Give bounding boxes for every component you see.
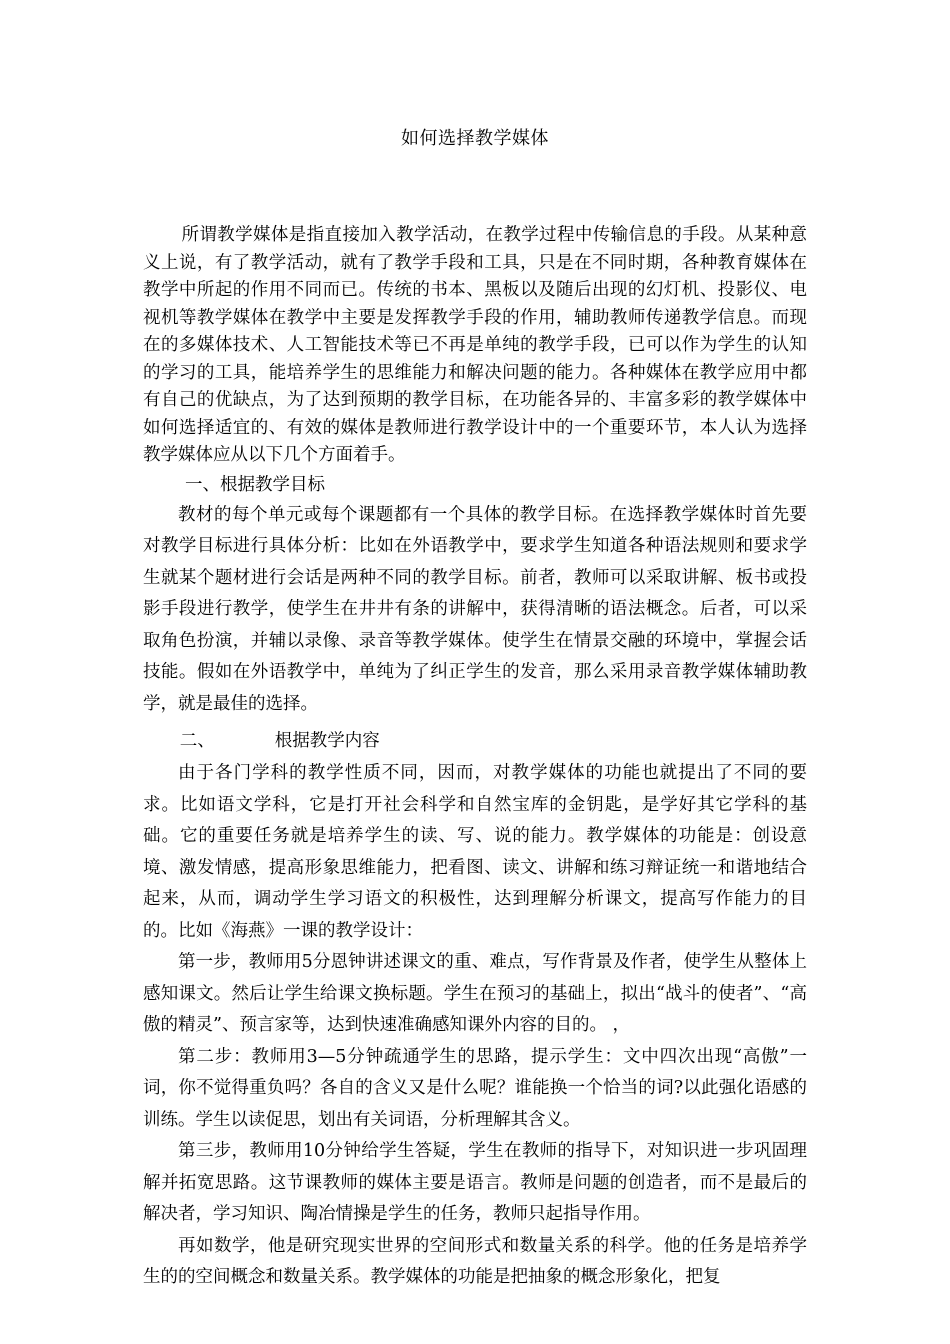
section-2-heading-number: 二、 bbox=[179, 731, 215, 751]
section-2-paragraph: 再如数学，他是研究现实世界的空间形式和数量关系的科学。他的任务是培养学生的的空间概念和数量关系。教学媒体的功能是把抽象的概念形象化，把复 bbox=[143, 1235, 807, 1287]
section-2-paragraph: 第一步，教师用5分恩钟讲述课文的重、难点，写作背景及作者，使学生从整体上感知课文。然后让学生给课文换标题。学生在预习的基础上，拟出“战斗的使者”、“高傲的精灵”、预言家等，达到快速准确感知课外内容的目的。 ， bbox=[143, 952, 807, 1035]
section-1-paragraph: 教材的每个单元或每个课题都有一个具体的教学目标。在选择教学媒体时首先要对教学目标进行具体分析：比如在外语教学中，要求学生知道各种语法规则和要求学生就某个题材进行会话是两种不同的教学目标。前者，教师可以采取讲解、板书或投影手段进行教学，使学生在井井有条的讲解中，获得清晰的语法概念。后者，可以采取角色扮演，并辅以录像、录音等教学媒体。使学生在情景交融的环境中，掌握会话技能。假如在外语教学中，单纯为了纠正学生的发音，那么采用录音教学媒体辅助教学，就是最佳的选择。 bbox=[143, 504, 807, 714]
section-2-heading-text: 根据教学内容 bbox=[274, 731, 380, 751]
section-2-paragraph: 第二步：教师用3—5分钟疏通学生的思路，提示学生：文中四次出现“高傲”一词，你不觉得重负吗？各自的含义又是什么呢？谁能换一个恰当的词?以此强化语感的训练。学生以读促思，划出有关词语，分析理解其含义。 bbox=[143, 1046, 807, 1130]
document-body bbox=[143, 222, 807, 1294]
section-2-paragraph: 第三步，教师用10分钟给学生答疑，学生在教师的指导下，对知识进一步巩固理解并拓宽思路。这节课教师的媒体主要是语言。教师是问题的创造者，而不是最后的解决者，学习知识、陶冶情操是学生的任务，教师只起指导作用。 bbox=[143, 1141, 807, 1224]
intro-paragraph: 所谓教学媒体是指直接加入教学活动，在教学过程中传输信息的手段。从某种意义上说，有了教学活动，就有了教学手段和工具，只是在不同时期，各种教育媒体在教学中所起的作用不同而已。传统的书本、黑板以及随后出现的幻灯机、投影仪、电视机等教学媒体在教学中主要是发挥教学手段的作用，辅助教师传递教学信息。而现在的多媒体技术、人工智能技术等已不再是单纯的教学手段，已可以作为学生的认知的学习的工具，能培养学生的思维能力和解决问题的能力。各种媒体在教学应用中都有自己的优缺点，为了达到预期的教学目标，在功能各异的、丰富多彩的教学媒体中如何选择适宜的、有效的媒体是教师进行教学设计中的一个重要环节，本人认为选择教学媒体应从以下几个方面着手。 bbox=[143, 225, 807, 465]
section-2-heading bbox=[143, 726, 807, 756]
section-2-paragraph: 由于各门学科的教学性质不同，因而，对教学媒体的功能也就提出了不同的要求。比如语文学科，它是打开社会科学和自然宝库的金钥匙，是学好其它学科的基础。它的重要任务就是培养学生的读、写、说的能力。教学媒体的功能是：创设意境、激发情感，提高形象思维能力，把看图、读文、讲解和练习辩证统一和谐地结合起来，从而，调动学生学习语文的积极性，达到理解分析课文，提高写作能力的目的。比如《海燕》一课的教学设计： bbox=[143, 763, 807, 941]
document-title: 如何选择教学媒体 bbox=[401, 128, 549, 149]
section-1-heading: 一、根据教学目标 bbox=[185, 474, 325, 495]
